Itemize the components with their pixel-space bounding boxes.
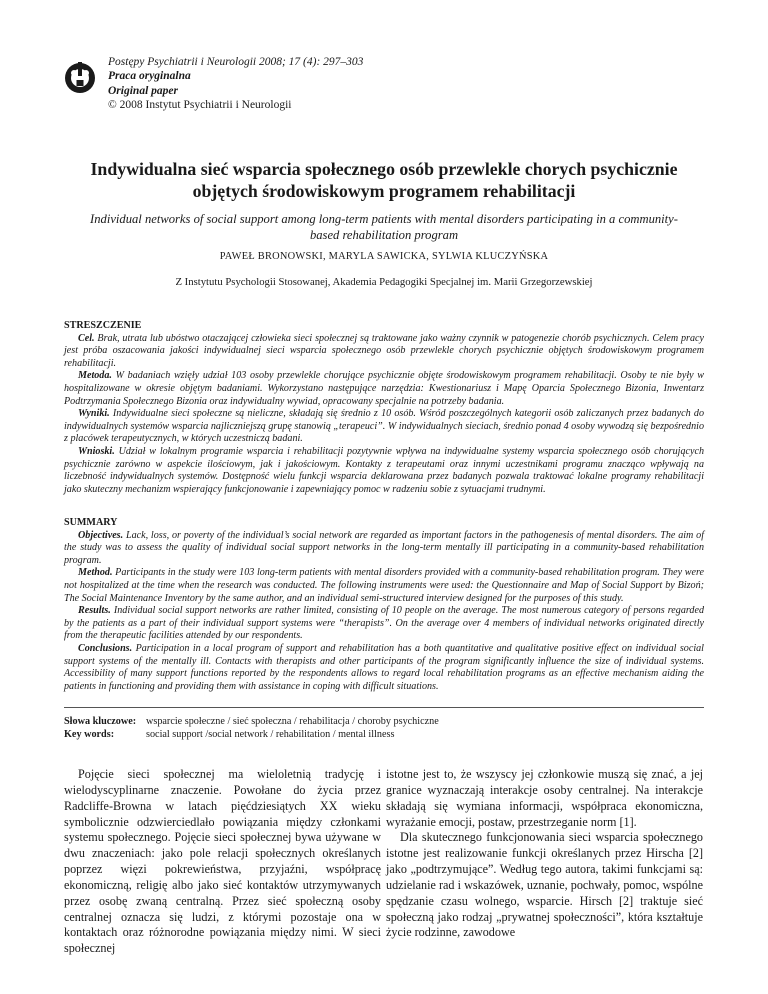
- body-column-left: [64, 767, 381, 957]
- article-title-en: Individual networks of social support among long-term patients with mental disorders participating in a community-based rehabilitation program: [90, 212, 678, 242]
- article-type-en: Original paper: [108, 84, 178, 97]
- abstract-pl-item: Cel. Brak, utrata lub ubóstwo otaczającej człowieka sieci społecznej są traktowane jako ważny czynnik w patogenezie chorób psychicznych. Celem pracy jest próba oszacowania jakości indywidualnej sieci wsparcia społecznego osób przewlekle chorych psychicznie objętych środowiskowym programem rehabilitacji.: [64, 332, 704, 369]
- authors: PAWEŁ BRONOWSKI, MARYLA SAWICKA, SYLWIA KLUCZYŃSKA: [219, 251, 549, 262]
- keywords-pl: [64, 716, 704, 729]
- keywords-en-value: social support /social network / rehabilitation / mental illness: [146, 729, 395, 740]
- abstract-en: [64, 517, 704, 693]
- keywords-en-label: Key words:: [64, 729, 115, 740]
- divider: [64, 707, 704, 708]
- abstract-en-item: Method. Participants in the study were 103 long-term patients with mental disorders provided with a community-based rehabilitation program. They were not hospitalized at the time when the research was conducted. The following instruments were used: the Questionnaire and Map of Social Support by Bizoń; The Social Maintenance Inventory by the same author, and an individual semi-structured interview designed for the purposes of this study.: [64, 567, 704, 604]
- abstract-en-heading: SUMMARY: [64, 517, 118, 528]
- article-type-pl: Praca oryginalna: [108, 70, 191, 83]
- article-title: Indywidualna sieć wsparcia społecznego osób przewlekle chorych psychicznie objętych środowiskowym programem rehabilitacji: [90, 159, 678, 201]
- body-paragraph: Dla skutecznego funkcjonowania sieci wsparcia społecznego istotne jest realizowanie funkcji określanych przez Hirscha [2] jako „podtrzymujące”. Według tego autora, takimi funkcjami są: udzielanie rad i wskazówek, uznanie, pochwały, pomoc, wspólne spędzanie czasu wolnego, wsparcie. Hirsch [2] traktuje sieć społeczną jako rodzaj „prywatnej społeczności”, która kształtuje życie rodzinne, zawodowe: [386, 830, 703, 940]
- body-paragraph: Pojęcie sieci społecznej ma wieloletnią tradycję i wielodyscyplinarne znaczenie. Powołane do życia przez Radcliffe-Browna w latach pięćdziesiątych XX wieku symbolicznie odzwierciedlało powiązania między członkami systemu społecznego. Pojęcie sieci społecznej bywa używane w dwu znaczeniach: jako pole relacji społecznych określanych poprzez więzi pokrewieństwa, przyjaźni, współpracę ekonomiczną, religię albo jako sieć kontaktów utrzymywanych przez osobę zwaną centralną. Przez sieć społeczną osoby centralnej oznacza się ludzi, z którymi pozostaje ona w kontaktach oraz różnorodne powiązania między nimi. W sieci społecznej: [64, 767, 381, 956]
- abstract-pl-item: Wnioski. Udział w lokalnym programie wsparcia i rehabilitacji pozytywnie wpływa na indywidualne systemy wsparcia społecznego osób chorujących psychicznie zarówno w aspekcie ilościowym, jak i jakościowym. Kontakty z terapeutami oraz innymi uczestnikami programu znacząco wpływają na liczebność indywidualnych systemów. Dostępność wielu funkcji wsparcia deklarowana przez badanych pozwala traktować lokalne programy rehabilitacji jako skuteczny mechanizm wspierający funkcjonowanie i zapewniający pomoc w radzeniu sobie z sytuacjami trudnymi.: [64, 445, 704, 495]
- affiliation: Z Instytutu Psychologii Stosowanej, Akademia Pedagogiki Specjalnej im. Marii Grzegorzewskiej: [175, 276, 593, 288]
- institute-logo-icon: [64, 60, 96, 94]
- abstract-pl: [64, 320, 704, 496]
- keywords-pl-label: Słowa kluczowe:: [64, 716, 137, 727]
- abstract-pl-heading: STRESZCZENIE: [64, 320, 142, 331]
- body-paragraph: istotne jest to, że wszyscy jej członkowie muszą się znać, a jej granice wyznaczają interakcje osoby centralnej. Na interakcje składają się wymiana informacji, współpraca ekonomiczna, wyrażanie emocji, postaw, przestrzeganie norm [1].: [386, 767, 703, 829]
- keywords-en: [64, 729, 704, 742]
- abstract-en-item: Conclusions. Participation in a local program of support and rehabilitation has a both quantitative and qualitative positive effect on individual social support systems of the mentally ill. Contacts with therapists and other participants of the program significantly influence the size of individual systems. Accessibility of many support functions reported by the respondents allows to regard local rehabilitation programs as an effective mechanism aiding the patients in functioning and providing them with assistance in coping with difficult situations.: [64, 642, 704, 692]
- keywords-pl-value: wsparcie społeczne / sieć społeczna / rehabilitacja / choroby psychiczne: [146, 716, 439, 727]
- copyright: © 2008 Instytut Psychiatrii i Neurologii: [108, 99, 292, 112]
- abstract-pl-item: Metoda. W badaniach wzięły udział 103 osoby przewlekle chorujące psychicznie objęte środowiskowym programem rehabilitacji. Osoby te nie były w hospitalizowane w okresie objętym badaniami. Wykorzystano następujące narzędzia: Kwestionariusz i Mapę Oparcia Społecznego Bizonia, Inwentarz Podtrzymania Społecznego Bizonia oraz indywidualny wywiad, opracowany specjalnie na potrzeby badania.: [64, 370, 705, 407]
- body-column-right: [386, 767, 703, 941]
- abstract-pl-item: Wyniki. Indywidualne sieci społeczne są nieliczne, składają się średnio z 10 osób. Wśród poszczególnych kategorii osób zaliczanych przez badanych do indywidualnych systemów wsparcia najliczniejszą grupę stanowią „terapeuci”. W indywidualnych sieciach, średnio ponad 4 osoby wywodzą się bezpośrednio z placówek terapeutycznych, w których uczestniczą badani.: [64, 408, 704, 445]
- journal-header: [108, 55, 528, 113]
- journal-citation: Postępy Psychiatrii i Neurologii 2008; 17 (4): 297–303: [108, 56, 364, 68]
- abstract-en-item: Objectives. Lack, loss, or poverty of the individual’s social network are regarded as important factors in the pathogenesis of mental disorders. The aim of the study was to assess the quality of individual social support networks in the long-term mentally ill participating in a community-based rehabilitation program.: [64, 529, 704, 566]
- abstract-en-item: Results. Individual social support networks are rather limited, consisting of 10 people on the average. The most numerous category of persons regarded by the patients as a part of their individual support systems were “therapists”. On the average over 4 members of individual networks originated directly from the therapeutic facilities attended by our respondents.: [64, 605, 705, 642]
